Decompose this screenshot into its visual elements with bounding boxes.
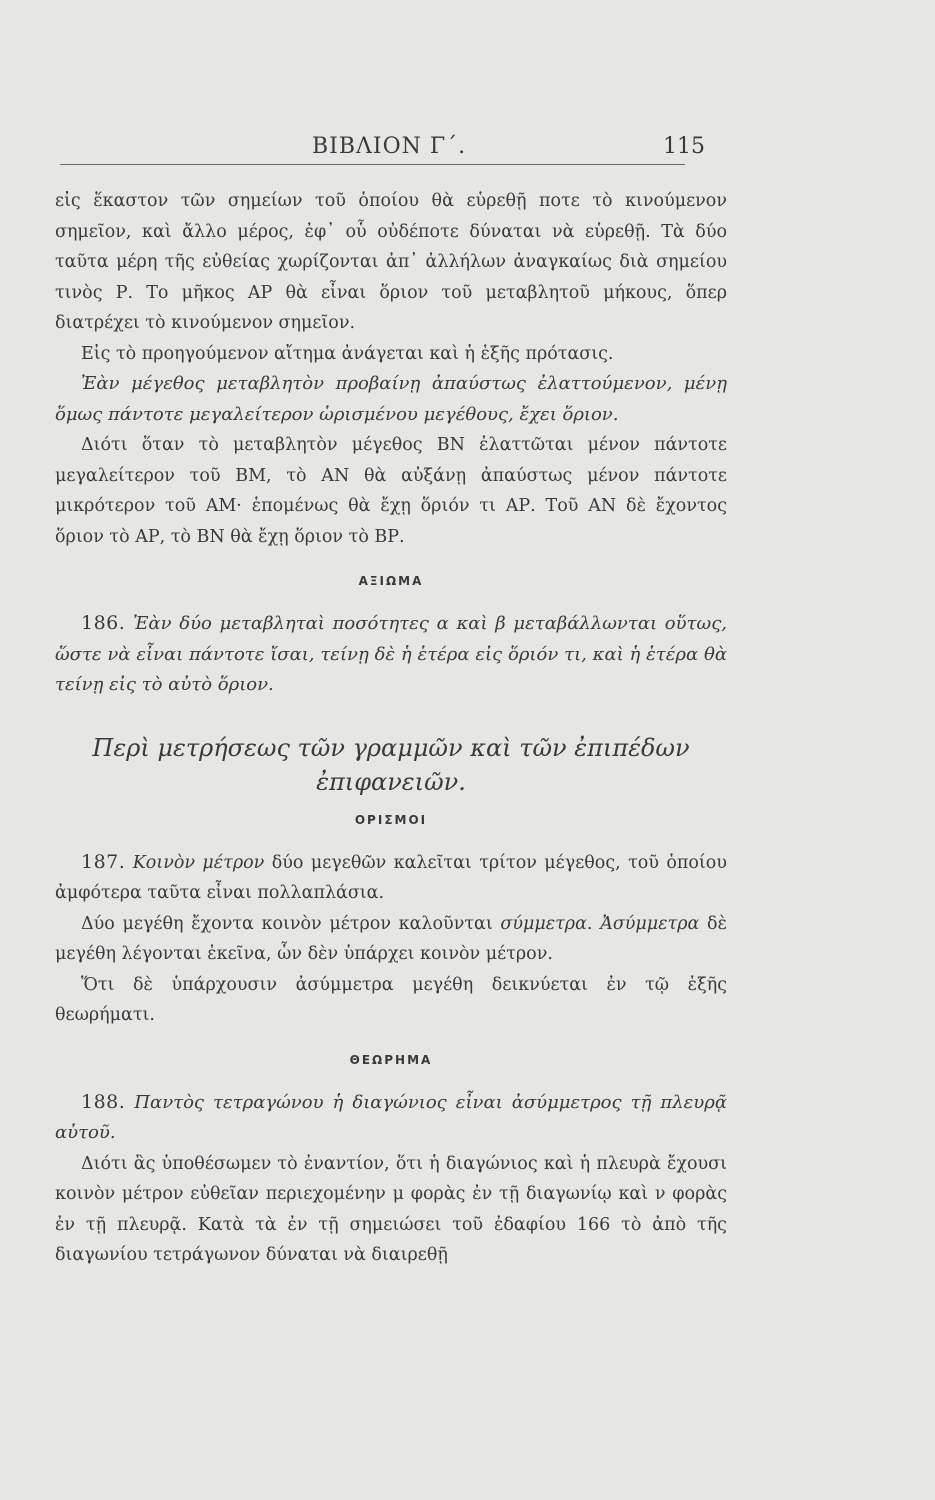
definition-number: 187. (81, 850, 126, 873)
axiom-number: 186. (81, 612, 126, 634)
paragraph-continuation: εἰς ἕκαστον τῶν σημείων τοῦ ὁποίου θὰ εὑρεθῇ ποτε τὸ κινούμενον σημεῖον, καὶ ἄλλο μέρος, ἐφ᾽ οὗ οὐδέποτε δύναται νὰ εὑρεθῇ. Τὰ δύο ταῦτα μέρη τῆς εὐθείας χωρίζονται ἀπ᾽ ἀλλήλων ἀναγκαίως διὰ σημείου τινὸς Ρ. Το μῆκος ΑΡ θὰ εἶναι ὅριον τοῦ μεταβλητοῦ μήκους, ὅπερ διατρέχει τὸ κινούμενον σημεῖον. (55, 191, 727, 333)
axiom-text: Ἐὰν δύο μεταβληταὶ ποσότητες α καὶ β μεταβάλλωνται οὕτως, ὥστε νὰ εἶναι πάντοτε ἴσαι, τείνῃ δὲ ἡ ἑτέρα εἰς ὅριόν τι, καὶ ἡ ἑτέρα θὰ τείνῃ εἰς τὸ αὐτὸ ὅριον. (55, 613, 727, 695)
theorem-188 (55, 1087, 727, 1149)
term-asymmetra: Ἀσύμμετρα (600, 913, 700, 934)
theorem-statement: Παντὸς τετραγώνου ἡ διαγώνιος εἶναι ἀσύμμετρος τῇ πλευρᾷ αὐτοῦ. (55, 1091, 727, 1143)
theorem-proof: Διότι ἂς ὑποθέσωμεν τὸ ἐναντίον, ὅτι ἡ διαγώνιος καὶ ἡ πλευρὰ ἔχουσι κοινὸν μέτρον εὐθεῖαν περιεχομένην μ φορὰς ἐν τῇ διαγωνίῳ καὶ ν φορὰς ἐν τῇ πλευρᾷ. Κατὰ τὰ ἐν τῇ σημειώσει τοῦ ἐδαφίου 166 τὸ ἀπὸ τῆς διαγωνίου τετράγωνον δύναται νὰ διαιρεθῇ (55, 1153, 727, 1265)
page-body (55, 186, 727, 1271)
header-rule (60, 164, 685, 165)
theorem-heading: ΘΕΩΡΗΜΑ (349, 1052, 433, 1067)
axiom-heading: ΑΞΙΩΜΑ (358, 574, 424, 588)
definition-existence: Ὅτι δὲ ὑπάρχουσιν ἀσύμμετρα μεγέθη δεικνύεται ἐν τῷ ἑξῆς θεωρήματι. (55, 974, 727, 1025)
definition-commensurable: Δύο μεγέθη ἔχοντα κοινὸν μέτρον καλοῦνται σύμμετρα. Ἀσύμμετρα δὲ μεγέθη λέγονται ἐκεῖνα, ὧν δὲν ὑπάρχει κοινὸν μέτρον. (55, 913, 727, 964)
proposition-statement: Ἐὰν μέγεθος μεταβλητὸν προβαίνῃ ἀπαύστως ἐλαττούμενον, μένῃ ὅμως πάντοτε μεγαλείτερον ὡρισμένου μεγέθους, ἔχει ὅριον. (55, 373, 727, 425)
page-number: 115 (663, 134, 705, 159)
axiom-186 (55, 608, 727, 701)
running-title: ΒΙΒΛΙΟΝ Γ΄. (312, 134, 467, 159)
section-subheading (55, 731, 727, 799)
definition-term: Κοινὸν μέτρον (132, 852, 265, 873)
term-symmetra: σύμμετρα (500, 913, 587, 934)
commensurable-end: δὲ μεγέθη λέγονται ἐκεῖνα, ὧν δὲν ὑπάρχει κοινὸν μέτρον. (55, 913, 727, 964)
theorem-number: 188. (81, 1090, 126, 1113)
commensurable-start: Δύο μεγέθη ἔχοντα κοινὸν μέτρον καλοῦνται (81, 913, 493, 934)
definition-187 (55, 847, 727, 909)
proposition-proof: Διότι ὅταν τὸ μεταβλητὸν μέγεθος ΒΝ ἐλαττῶται μένον πάντοτε μεγαλείτερον τοῦ ΒΜ, τὸ ΑΝ θὰ αὐξάνῃ ἀπαύστως μένον πάντοτε μικρότερον τοῦ ΑΜ· ἑπομένως θὰ ἔχῃ ὅριόν τι ΑΡ. Τοῦ ΑΝ δὲ ἔχοντος ὅριον τὸ ΑΡ, τὸ ΒΝ θὰ ἔχῃ ὅριον τὸ ΒΡ. (55, 435, 727, 547)
definition-text: δύο μεγεθῶν καλεῖται τρίτον μέγεθος, τοῦ ὁποίου ἀμφότερα ταῦτα εἶναι πολλαπλάσια. (55, 852, 727, 903)
page-header (50, 134, 705, 164)
subheading-line-2: ἐπιφανειῶν. (316, 767, 466, 796)
paragraph-reduction: Εἰς τὸ προηγούμενον αἴτημα ἀνάγεται καὶ ἡ ἑξῆς πρότασις. (81, 343, 614, 364)
definitions-heading: ΟΡΙΣΜΟΙ (354, 812, 428, 827)
subheading-line-1: Περὶ μετρήσεως τῶν γραμμῶν καὶ τῶν ἐπιπέδων (92, 733, 690, 762)
